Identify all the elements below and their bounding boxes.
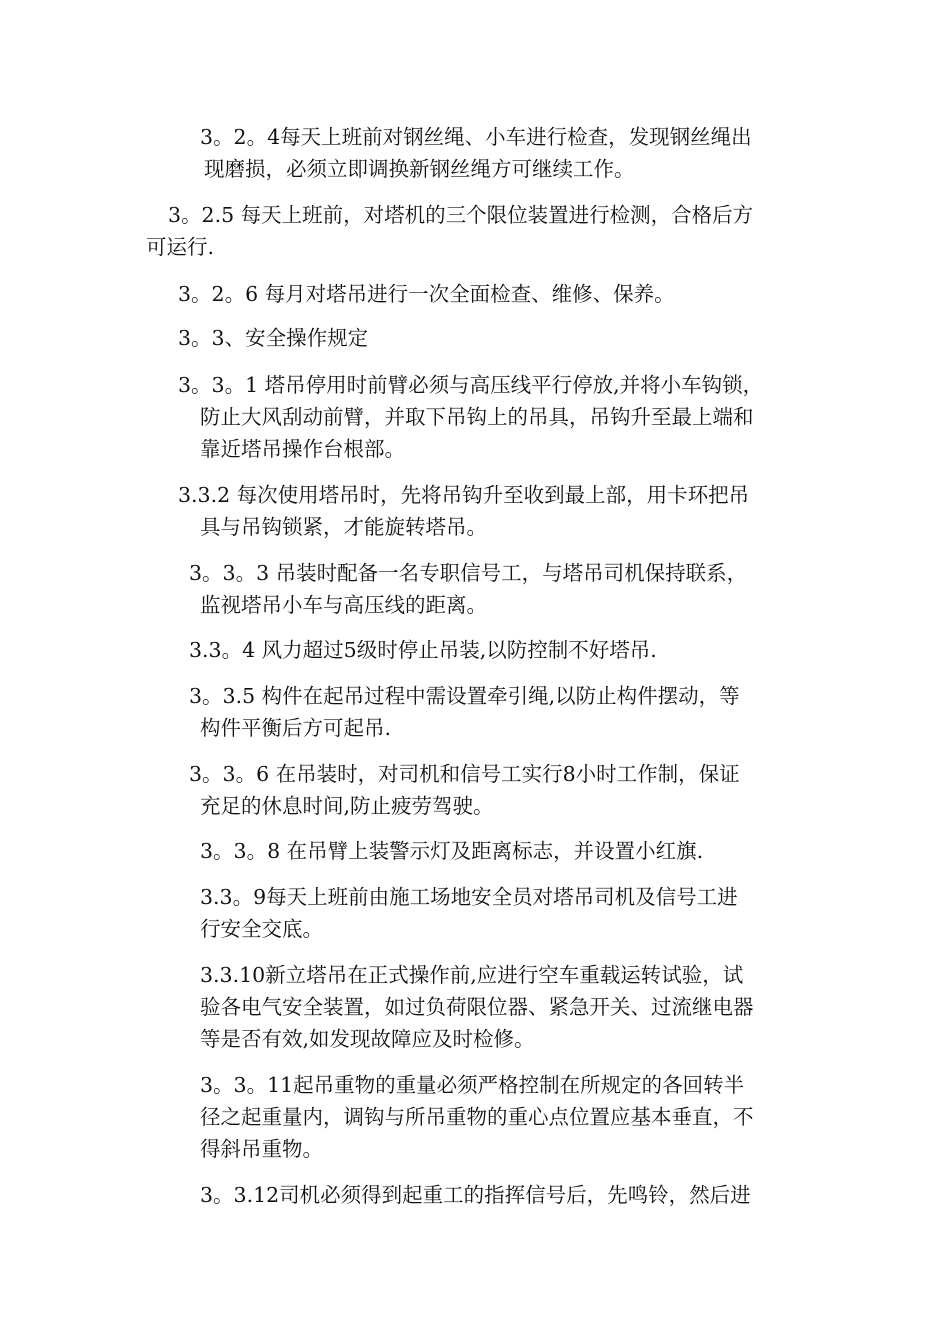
paragraph-3-3-9 [200, 881, 738, 945]
paragraph-3-3-4 [189, 634, 657, 666]
text-line: 3。3。11起吊重物的重量必须严格控制在所规定的各回转半 [200, 1073, 745, 1097]
text-line: 监视塔吊小车与高压线的距离。 [200, 593, 487, 617]
text-line: 防止大风刮动前臂，并取下吊钩上的吊具，吊钩升至最上端和 [200, 405, 754, 429]
text-line: 3。3、安全操作规定 [178, 326, 369, 350]
text-line: 3。3。8 在吊臂上装警示灯及距离标志，并设置小红旗. [200, 839, 704, 863]
text-line: 3。2。4每天上班前对钢丝绳、小车进行检查，发现钢丝绳出 [200, 125, 752, 149]
paragraph-3-3-2 [178, 479, 749, 543]
text-line: 可运行. [146, 235, 215, 259]
text-line: 3。2.5 每天上班前，对塔机的三个限位装置进行检测，合格后方 [168, 203, 754, 227]
paragraph-3-3-6 [189, 758, 740, 822]
text-line: 3.3.10新立塔吊在正式操作前,应进行空车重载运转试验，试 [200, 963, 744, 987]
text-line: 得斜吊重物。 [200, 1137, 323, 1161]
paragraph-3-3-3 [189, 557, 747, 621]
text-line: 3。3。3 吊装时配备一名专职信号工，与塔吊司机保持联系， [189, 561, 748, 585]
paragraph-3-3-12 [200, 1179, 751, 1211]
paragraph-3-3-10 [200, 959, 754, 1055]
text-line: 3.3。4 风力超过5级时停止吊装,以防控制不好塔吊. [189, 638, 657, 662]
paragraph-3-3-11 [200, 1069, 754, 1165]
text-line: 构件平衡后方可起吊. [200, 716, 392, 740]
text-line: 验各电气安全装置，如过负荷限位器、紧急开关、过流继电器 [200, 995, 754, 1019]
text-line: 行安全交底。 [200, 917, 323, 941]
text-line: 现磨损，必须立即调换新钢丝绳方可继续工作。 [204, 157, 635, 181]
text-line: 等是否有效,如发现故障应及时检修。 [200, 1027, 535, 1051]
paragraph-3-2-5 [146, 199, 754, 263]
section-heading-3-3 [178, 322, 368, 354]
text-line: 充足的休息时间,防止疲劳驾驶。 [200, 794, 494, 818]
text-line: 具与吊钩锁紧，才能旋转塔吊。 [200, 515, 487, 539]
text-line: 3。3.5 构件在起吊过程中需设置牵引绳,以防止构件摆动，等 [189, 684, 740, 708]
paragraph-3-2-4 [200, 121, 752, 185]
paragraph-3-2-6 [178, 278, 675, 310]
text-line: 3。2。6 每月对塔吊进行一次全面检查、维修、保养。 [178, 282, 675, 306]
text-line: 3。3。1 塔吊停用时前臂必须与高压线平行停放,并将小车钩锁， [178, 373, 764, 397]
text-line: 3。3。6 在吊装时，对司机和信号工实行8小时工作制，保证 [189, 762, 740, 786]
paragraph-3-3-5 [189, 680, 740, 744]
text-line: 3.3。9每天上班前由施工场地安全员对塔吊司机及信号工进 [200, 885, 738, 909]
paragraph-3-3-8 [200, 835, 703, 867]
text-line: 3.3.2 每次使用塔吊时，先将吊钩升至收到最上部，用卡环把吊 [178, 483, 750, 507]
paragraph-3-3-1 [178, 369, 763, 465]
text-line: 靠近塔吊操作台根部。 [200, 437, 405, 461]
text-line: 3。3.12司机必须得到起重工的指挥信号后，先鸣铃，然后进 [200, 1183, 751, 1207]
text-line: 径之起重量内，调钩与所吊重物的重心点位置应基本垂直，不 [200, 1105, 754, 1129]
